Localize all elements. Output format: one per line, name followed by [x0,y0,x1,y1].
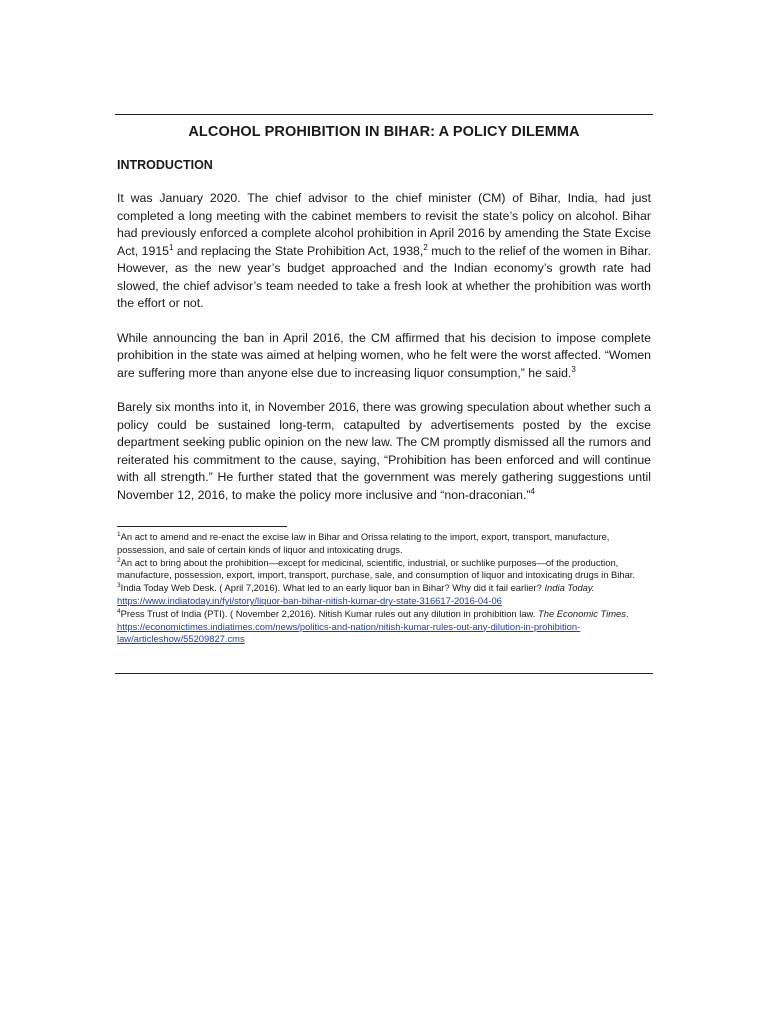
header-rule [115,114,653,115]
footnote-3-link[interactable]: https://www.indiatoday.in/fyi/story/liquor-ban-bihar-nitish-kumar-dry-state-316617-2016-04-06 [117,594,502,606]
paragraph-2 [117,330,651,383]
footnote-3-number: 3 [117,582,121,590]
paragraph-1-part-a: It was January 2020. The chief advisor to the chief minister (CM) of Bihar, India, had just completed a long meeting with the cabinet members to revisit the state’s policy on alcohol. Bihar had previously enforced a complete alcohol prohibition in April 2016 by amending the State Excise Act, 1915 [117,191,651,258]
footnote-2 [117,557,651,583]
footnote-ref-2[interactable]: 2 [423,242,428,252]
section-heading: INTRODUCTION [117,158,213,172]
paragraph-3 [117,399,651,504]
body-text [117,190,651,521]
footnote-2-number: 2 [117,556,121,564]
paragraph-1-part-b: and replacing the State Prohibition Act, 1938, [173,243,424,258]
footnote-3 [117,582,651,608]
footnote-4-number: 4 [117,607,121,615]
footer-rule [115,673,653,674]
footnote-4-link[interactable]: https://economictimes.indiatimes.com/news/politics-and-nation/nitish-kumar-rules-out-any-dilution-in-prohibition-law/articleshow/55209827.cms [117,620,581,645]
document-title: ALCOHOL PROHIBITION IN BIHAR: A POLICY DILEMMA [188,124,580,140]
footnote-ref-4[interactable]: 4 [530,486,535,496]
footnote-1-number: 1 [117,530,121,538]
footnote-4-text: Press Trust of India (PTI). ( November 2,2016). Nitish Kumar rules out any dilution in prohibition law. [120,607,538,619]
footnote-ref-1[interactable]: 1 [169,242,174,252]
footnote-2-text: An act to bring about the prohibition—except for medicinal, scientific, industrial, or suchlike purposes—of the production, manufacture, possession, export, import, transport, purchase, sale, and consumption of liquor and intoxicating drugs in Bihar. [117,556,635,581]
footnote-4-period: . [625,607,629,619]
footnote-1-text: An act to amend and re-enact the excise law in Bihar and Orissa relating to the import, export, transport, manufacture, possession, and sale of certain kinds of liquor and intoxicating drugs. [117,531,610,555]
footnote-1 [117,531,651,557]
footnotes [117,531,651,646]
paragraph-1 [117,190,651,313]
footnote-3-source: India Today. [544,582,595,594]
footnote-4 [117,608,651,646]
footnote-separator [117,526,287,527]
paragraph-1-part-c: much to the relief of the women in Bihar. However, as the new year’s budget approached and the Indian economy’s growth rate had slowed, the chief advisor’s team needed to take a fresh look at whether the prohibition was worth the effort or not. [117,243,651,310]
footnote-3-text: India Today Web Desk. ( April 7,2016). What led to an early liquor ban in Bihar? Why did it fail earlier? [120,582,545,594]
footnote-ref-3[interactable]: 3 [571,364,576,374]
footnote-4-source: The Economic Times [538,607,626,619]
paragraph-3-text: Barely six months into it, in November 2016, there was growing speculation about whether such a policy could be sustained long-term, catapulted by advertisements posted by the excise department seeking public opinion on the new law. The CM promptly dismissed all the rumors and reiterated his commitment to the cause, saying, “Prohibition has been enforced and will continue with all strength.” He further stated that the government was merely gathering suggestions until November 12, 2016, to make the policy more inclusive and “non-draconian.” [117,400,651,502]
paragraph-2-text: While announcing the ban in April 2016, the CM affirmed that his decision to impose complete prohibition in the state was aimed at helping women, who he felt were the worst affected. “Women are suffering more than anyone else due to increasing liquor consumption,” he said. [117,330,651,380]
